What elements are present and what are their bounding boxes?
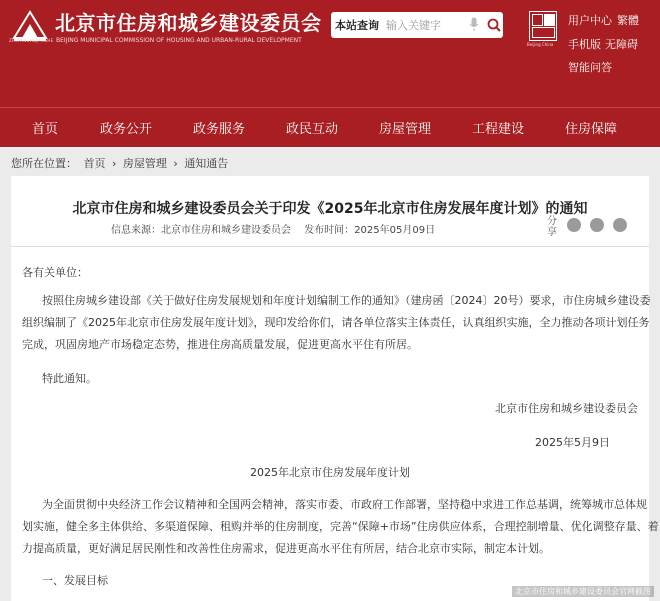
mobile-version-link[interactable]: 手机版 (568, 38, 601, 51)
signature: 北京市住房和城乡建设委员会 (495, 402, 638, 415)
nav-item-housing-security[interactable]: 住房保障 (565, 122, 618, 137)
site-header (0, 0, 660, 107)
source-value: 北京市住房和城乡建设委员会 (161, 225, 291, 236)
logo-caption: ZHUFANGHEJIANSHE (9, 38, 54, 43)
seal-caption: Beijing China (527, 42, 554, 47)
section-heading: 一、发展目标 (42, 574, 108, 587)
nav-item-government-affairs[interactable]: 政务公开 (100, 122, 153, 137)
share-label: 分享 (547, 216, 557, 238)
plan-line: 为全面贯彻中央经济工作会议精神和全国两会精神，落实市委、市政府工作部署，坚持稳中求进工作总基调，统筹城市总体规 (42, 498, 647, 511)
smart-qa-link[interactable]: 智能问答 (568, 61, 612, 74)
traditional-chinese-link[interactable]: 繁體 (617, 14, 639, 27)
nav-item-government-services[interactable]: 政务服务 (193, 122, 246, 137)
source-label: 信息来源： (111, 225, 161, 236)
plan-line: 划实施，健全多主体供给、多渠道保障、租购并举的住房制度，完善“保障+市场”住房供应体系，合理控制增量、优化调整存量、着 (22, 520, 659, 533)
nav-item-construction[interactable]: 工程建设 (472, 122, 525, 137)
qzone-share-icon[interactable] (613, 218, 627, 232)
weibo-share-icon[interactable] (590, 218, 604, 232)
article-card (11, 176, 659, 601)
search-box (331, 12, 503, 38)
nav-item-interaction[interactable]: 政民互动 (286, 122, 339, 137)
date-value: 2025年05月09日 (354, 225, 436, 236)
breadcrumb-housing[interactable]: 房屋管理 (122, 157, 167, 170)
search-icon[interactable] (486, 16, 502, 34)
breadcrumb-label: 您所在位置： (11, 157, 77, 170)
wechat-share-icon[interactable] (567, 218, 581, 232)
microphone-icon[interactable] (469, 17, 479, 32)
breadcrumb-notices[interactable]: 通知通告 (184, 157, 229, 170)
plan-title: 2025年北京市住房发展年度计划 (250, 466, 410, 479)
breadcrumb (11, 155, 231, 171)
user-center-link[interactable]: 用户中心 (568, 14, 612, 27)
breadcrumb-separator: › (112, 157, 117, 170)
search-scope-select[interactable]: 本站查询 (335, 19, 379, 32)
divider (11, 246, 649, 247)
site-subtitle: BEIJING MUNICIPAL COMMISSION OF HOUSING AND URBAN-RURAL DEVELOPMENT (56, 37, 302, 44)
nav-item-home[interactable]: 首页 (32, 122, 59, 137)
beijing-seal-logo (529, 11, 557, 41)
body-line: 按照住房城乡建设部《关于做好住房发展规划和年度计划编制工作的通知》（建房函〔2024〕20号）要求，市住房城乡建设委 (42, 294, 651, 307)
plan-line: 力提高质量，更好满足居民刚性和改善性住房需求，促进更高水平住有所居，结合北京市实际，制定本计划。 (22, 542, 550, 555)
body-line: 组织编制了《2025年北京市住房发展年度计划》，现印发给你们，请各单位落实主体责任，认真组织实施，全力推动各项计划任务 (22, 316, 650, 329)
salutation: 各有关单位： (22, 266, 88, 279)
date-label: 发布时间： (304, 225, 355, 236)
screenshot-watermark: 北京市住房和城乡建设委员会官网截图 (512, 586, 654, 597)
site-title[interactable]: 北京市住房和城乡建设委员会 (55, 11, 322, 35)
main-nav (0, 107, 660, 147)
article-title: 北京市住房和城乡建设委员会关于印发《2025年北京市住房发展年度计划》的通知 (72, 201, 588, 217)
breadcrumb-separator: › (173, 157, 178, 170)
sign-date: 2025年5月9日 (535, 436, 610, 449)
notice-text: 特此通知。 (42, 372, 97, 385)
accessibility-link[interactable]: 无障碍 (605, 38, 638, 51)
breadcrumb-home[interactable]: 首页 (83, 157, 106, 170)
nav-item-housing[interactable]: 房屋管理 (379, 122, 432, 137)
article-meta (111, 221, 435, 236)
body-line: 完成，巩固房地产市场稳定态势，推进住房高质量发展，促进更高水平住有所居。 (22, 338, 418, 351)
